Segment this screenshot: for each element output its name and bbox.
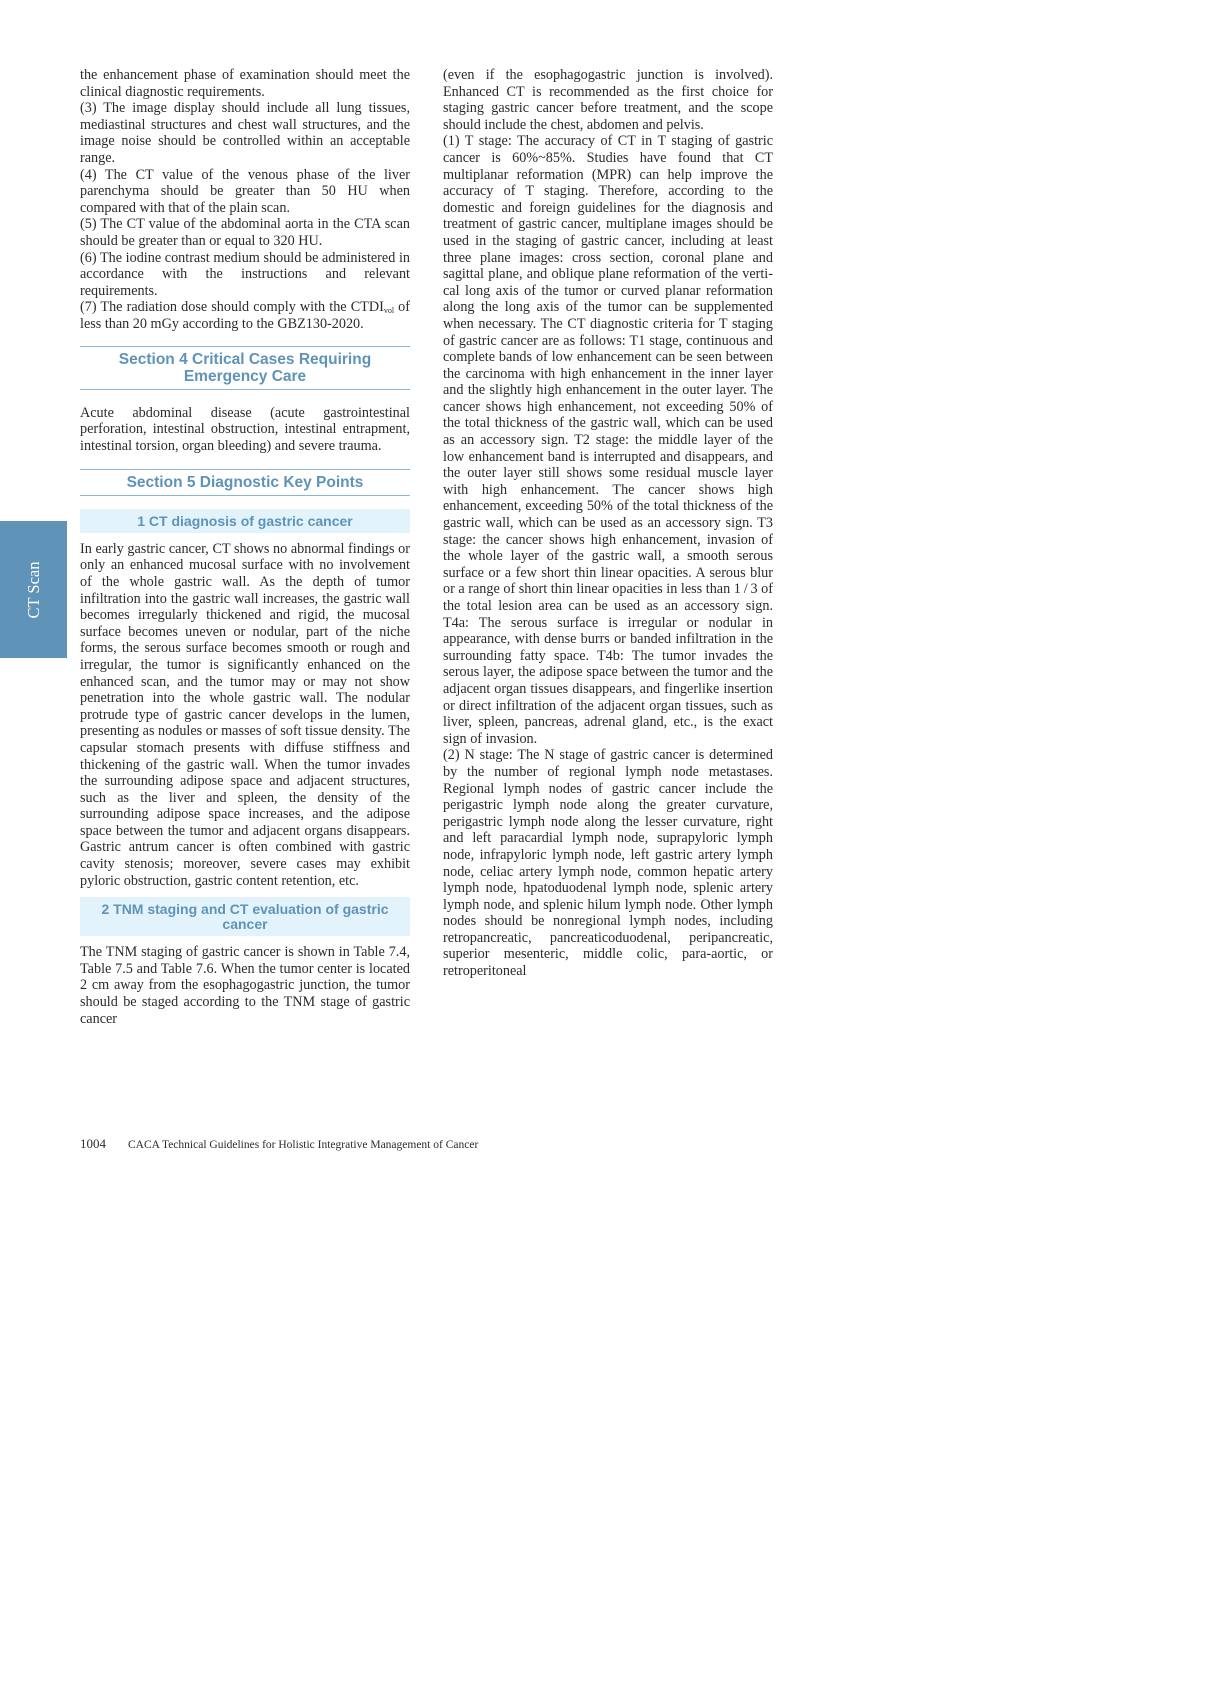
paragraph: (5) The CT value of the abdominal aorta in the CTA scan should be greater than or equal to 320 HU. (80, 216, 410, 249)
section-5-heading: Section 5 Diagnostic Key Points (80, 469, 410, 496)
page-footer (80, 1136, 478, 1152)
right-column (443, 67, 773, 980)
paragraph: Acute abdominal disease (acute gastrointestinal perforation, intestinal obstruction, intestinal entrapment, intestinal torsion, organ bleeding) and severe trauma. (80, 404, 410, 454)
paragraph: In early gastric cancer, CT shows no abnormal findings or only an enhanced mucosal surface with no involvement of the whole gastric wall. As the depth of tumor infiltration into the gastric wall increases, the gastric wall becomes irregularly thickened and rigid, the mucosal surface becomes uneven or nodular, part of the niche forms, the serous surface becomes smooth or rough and irregular, the tumor is significantly enhanced on the enhanced scan, and the tumor may or may not show penetration into the whole gastric wall. The nodular protrude type of gastric cancer develops in the lumen, presenting as nodules or masses of soft tissue density. The capsular stomach presents with diffuse stiffness and thickening of the gastric wall. When the tumor invades the surrounding adipose space and adjacent structures, such as the liver and spleen, the density of the surrounding adipose space increases, and the adipose space between the tumor and adjacent organs disappears. Gastric antrum cancer is often combined with gastric cavity stenosis; moreover, severe cases may exhibit pyloric obstruction, gastric content retention, etc. (80, 540, 410, 889)
book-title: CACA Technical Guidelines for Holistic Integrative Management of Cancer (128, 1139, 479, 1151)
left-column (80, 67, 410, 1027)
page-number: 1004 (80, 1136, 106, 1151)
paragraph: (1) T stage: The accuracy of CT in T staging of gastric cancer is 60%~85%. Studies have found that CT multiplanar reformation (MPR) can help improve the accuracy of T staging. Therefore, according to the domestic and foreign guidelines for the diagnosis and treatment of gastric cancer, multiplane images should be used in the staging of gastric cancer, including at least three plane images: cross section, coronal plane and sagittal plane, and oblique plane reformation of the vertical long axis of the tumor or curved planar reformation along the long axis of the tumor can be supplemented when necessary. The CT diagnostic criteria for T staging of gastric cancer are as follows: T1 stage, continuous and complete bands of low enhancement can be seen between the carcinoma with high enhancement in the inner layer and the slightly high enhancement in the outer layer. The cancer shows high enhancement, not exceeding 50% of the total thickness of the gastric wall, which can be used as an accessory sign. T2 stage: the middle layer of the low enhancement band is interrupted and disappears, and the outer layer still shows some residual muscle layer with high enhancement. The cancer shows high enhancement, exceeding 50% of the total thickness of the gastric wall, which can be used as an accessory sign. T3 stage: the cancer shows high enhancement, invasion of the whole layer of the gastric wall, a smooth serous surface or a few short thin linear opacities. A serous blur or a range of short thin linear opacities in less than 1 / 3 of the total lesion area can be used as an accessory sign. T4a: The serous surface is irregular or nodular in appearance, with dense burrs or banded infiltration in the surrounding fatty space. T4b: The tumor invades the serous layer, the adipose space between the tumor and the adjacent organ tissues disappears, and fingerlike insertion or direct infiltration of the adjacent organ tissues, such as liver, spleen, pancreas, adrenal gland, etc., is the exact sign of invasion. (443, 133, 773, 747)
paragraph: (6) The iodine contrast medium should be administered in accordance with the instructions and relevant requirements. (80, 249, 410, 299)
paragraph: The TNM staging of gastric cancer is shown in Table 7.4, Table 7.5 and Table 7.6. When the tumor center is located 2 cm away from the esophagogastric junction, the tumor should be staged according to the TNM stage of gastric cancer (80, 944, 410, 1027)
side-tab-label: CT Scan (23, 561, 43, 618)
subscript: vol (383, 306, 395, 316)
subsection-2-heading: 2 TNM staging and CT evaluation of gastric cancer (80, 897, 410, 936)
paragraph: (2) N stage: The N stage of gastric cancer is determined by the number of regional lymph node metastases. Regional lymph nodes of gastric cancer include the perigastric lymph node along the greater curvature, perigastric lymph node along the lesser curvature, right and left paracardial lymph node, suprapyloric lymph node, infrapyloric lymph node, left gastric artery lymph node, celiac artery lymph node, common hepatic artery lymph node, hpatoduodenal lymph node, splenic artery lymph node, and splenic hilum lymph node. Other lymph nodes should be nonregional lymph nodes, including retropancreatic, pancreaticoduodenal, peripancreatic, superior mesenteric, middle colic, para-aortic, or retroperitoneal (443, 747, 773, 980)
paragraph: (3) The image display should include all lung tissues, mediastinal structures and chest wall structures, and the image noise should be controlled within an acceptable range. (80, 100, 410, 166)
paragraph: the enhancement phase of examination should meet the clinical diagnostic requirements. (80, 67, 410, 100)
subsection-1-heading: 1 CT diagnosis of gastric cancer (80, 509, 410, 533)
side-tab (0, 521, 67, 658)
paragraph: (7) The radiation dose should comply with the $CTDI_{vol}$ of less than 20 mGy according to the GBZ130-2020. (80, 299, 410, 332)
section-4-heading: Section 4 Critical Cases Requiring Emergency Care (80, 346, 410, 390)
paragraph: (even if the esophagogastric junction is involved). Enhanced CT is recommended as the first choice for staging gastric cancer before treatment, and the scope should include the chest, abdomen and pelvis. (443, 67, 773, 133)
paragraph: (4) The CT value of the venous phase of the liver parenchyma should be greater than 50 HU when compared with that of the plain scan. (80, 166, 410, 216)
